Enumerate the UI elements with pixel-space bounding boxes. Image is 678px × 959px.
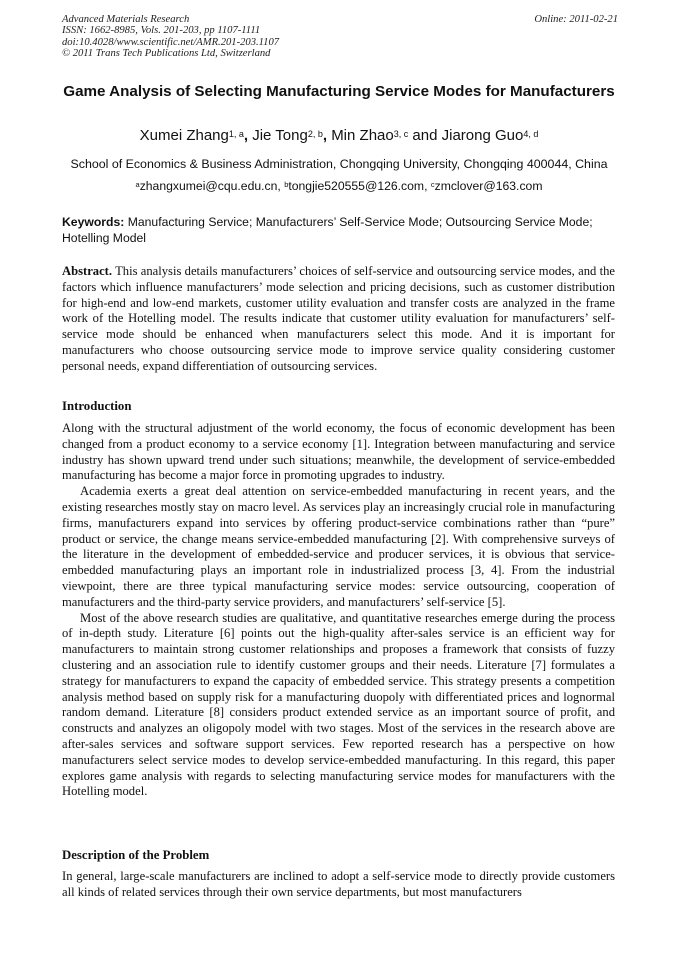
email-marker: c — [430, 180, 435, 189]
author-name: Min Zhao — [331, 127, 394, 144]
issn-line: ISSN: 1662-8985, Vols. 201-203, pp 1107-1111 — [62, 25, 261, 37]
abstract — [62, 264, 615, 375]
introduction-body — [62, 421, 615, 800]
email-marker: b — [284, 180, 289, 189]
journal-name: Advanced Materials Research — [62, 14, 190, 25]
paragraph: Most of the above research studies are qualitative, and quantitative researches emerge during the process of in-depth study. Literature [6] points out the high-quality after-sales service is an efficient way for manufacturers to maintain strong customer relationships and proposes a framework that consists of fuzzy clustering and an association rule to identify customer groups and their needs. Literature [7] formulates a strategy for manufacturers to expand the capacity of embedded service. This strategy presents a competition analysis method based on supply risk for a manufacturing duopoly with differentiated prices and lognormal random demand. Literature [8] considers product extended service as an important source of profit, and constructs and analyzes an oligopoly model with two stages. Most of the services in the research above are after-sales services and software support services. Few reported research has a perspective on how manufacturers select service modes to develop service-embedded manufacturing. In this regard, this paper explores game analysis with regards to selecting manufacturing service modes for manufacturers with the Hotelling model. — [62, 610, 615, 799]
author-list: Xumei Zhang$^{1, a}$, Jie Tong$^{2, b}$, Min Zhao$^{3, c}$ and Jiarong Guo$^{4, d}$ — [139, 127, 539, 144]
email-address: zhangxumei@cqu.edu.cn — [139, 179, 278, 193]
author-name: Jie Tong — [252, 127, 308, 144]
paragraph: Along with the structural adjustment of the world economy, the focus of economic development has been changed from a product economy to a service economy [1]. Integration between manufacturing and service industry has shown upward trend under such situations; meanwhile, the development of service-embedded manufacturing has become a major force in promoting upgrades to industry. — [62, 421, 615, 483]
copyright-line: © 2011 Trans Tech Publications Ltd, Switzerland — [62, 48, 271, 60]
email-address: zmclover@163.com — [434, 179, 543, 193]
author-affiliation-marker: 3, c — [393, 129, 409, 139]
email-marker: a — [135, 180, 140, 189]
keywords-text: Manufacturing Service; Manufacturers’ Self-Service Mode; Outsourcing Service Mode; Hotelling Model — [62, 215, 593, 245]
author-affiliation-marker: 4, d — [523, 129, 539, 139]
paper-title: Game Analysis of Selecting Manufacturing Service Modes for Manufacturers — [63, 83, 615, 100]
keywords-label: Keywords: — [62, 215, 125, 229]
abstract-label: Abstract. — [62, 264, 113, 278]
keywords — [62, 214, 616, 246]
author-name: Xumei Zhang — [139, 127, 229, 144]
running-header — [62, 14, 618, 60]
abstract-text: This analysis details manufacturers’ choices of self-service and outsourcing service modes, and the factors which influence manufacturers’ mode selection and pricing decisions, such as customer distribution for high-end and low-end markets, customer utility evaluation and transfer costs are analyzed in the frame work of the Hotelling model. The results indicate that customer utility evaluation for manufacturers’ self-service mode should be enhanced when manufacturers select this mode. And it is important for manufacturers who choose outsourcing service mode to improve service quality considering customer personal needs, expand differentiation of outsourcing services. — [62, 264, 615, 373]
section-heading-introduction: Introduction — [62, 399, 132, 413]
author-conjunction: and — [412, 127, 438, 144]
author-affiliation-marker: 1, a — [228, 129, 244, 139]
affiliation: School of Economics & Business Administration, Chongqing University, Chongqing 400044, China — [70, 157, 608, 171]
email-list: $^a$zhangxumei@cqu.edu.cn, $^b$tongjie520555@126.com, $^c$zmclover@163.com — [135, 179, 543, 193]
online-date: Online: 2011-02-21 — [534, 14, 618, 25]
section-heading-problem: Description of the Problem — [62, 848, 210, 862]
doi-line: doi:10.4028/www.scientific.net/AMR.201-203.1107 — [62, 36, 280, 48]
author-name: Jiarong Guo — [441, 127, 524, 144]
paragraph: In general, large-scale manufacturers are inclined to adopt a self-service mode to directly provide customers all kinds of related services through their own service departments, but most manufacturers — [62, 869, 615, 899]
email-address: tongjie520555@126.com — [288, 179, 425, 193]
paragraph: Academia exerts a great deal attention on service-embedded manufacturing in recent years, and the existing researches mostly stay on macro level. As services play an increasingly crucial role in manufacturing firms, manufacturers expand into services by offering product-service combinations rather than “pure” product or service, the change means service-embedded manufacturing [2]. With comprehensive surveys of the literature in the development of embedded-service and producer services, it is obvious that service-embedded manufacturing plays an important role in industrialized process [3, 4]. From the industrial viewpoint, there are three typical manufacturing service modes: service outsourcing, cooperation of manufacturers and the third-party service providers, and manufacturers’ self-service [5]. — [62, 484, 615, 609]
problem-body — [62, 869, 615, 901]
author-affiliation-marker: 2, b — [307, 129, 323, 139]
